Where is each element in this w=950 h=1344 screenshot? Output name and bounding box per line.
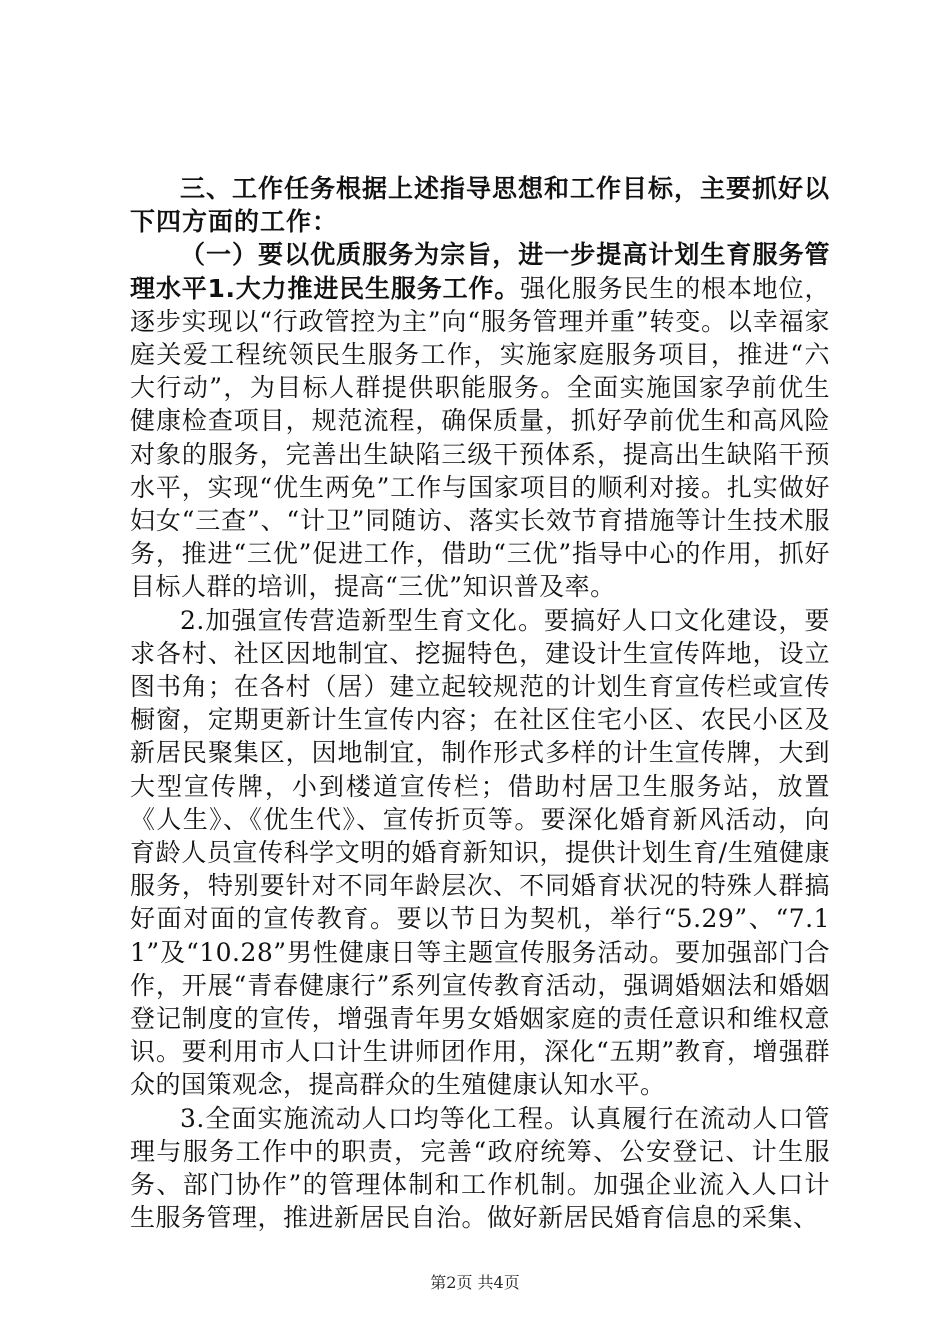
paragraph-section-1 (130, 238, 830, 603)
paragraph-2 (130, 604, 830, 1102)
page-footer (0, 1270, 950, 1293)
paragraph-2-text: 2.加强宣传营造新型生育文化。要搞好人口文化建设，要求各村、社区因地制宜、挖掘特色，建设计生宣传阵地，设立图书角；在各村（居）建立起较规范的计划生育宣传栏或宣传橱窗，定期更新计生宣传内容；在社区住宅小区、农民小区及新居民聚集区，因地制宜，制作形式多样的计生宣传牌，大到大型宣传牌，小到楼道宣传栏；借助村居卫生服务站，放置《人生》、《优生代》、宣传折页等。要深化婚育新风活动，向育龄人员宣传科学文明的婚育新知识，提供计划生育/生殖健康服务，特别要针对不同年龄层次、不同婚育状况的特殊人群搞好面对面的宣传教育。要以节日为契机，举行“5.29”、“7.11”及“10.28”男性健康日等主题宣传服务活动。要加强部门合作，开展“青春健康行”系列宣传教育活动，强调婚姻法和婚姻登记制度的宣传，增强青年男女婚姻家庭的责任意识和维权意识。要利用市人口计生讲师团作用，深化“五期”教育，增强群众的国策观念，提高群众的生殖健康认知水平。 (130, 605, 830, 1100)
section-1-bold-lead: （一）要以优质服务为宗旨，进一步提高计划生育服务管理水平1.大力推进民生服务工作。 (130, 240, 830, 303)
paragraph-3 (130, 1102, 830, 1235)
section-heading (130, 172, 830, 238)
paragraph-3-text: 3.全面实施流动人口均等化工程。认真履行在流动人口管理与服务工作中的职责，完善“政府统筹、公安登记、计生服务、部门协作”的管理体制和工作机制。加强企业流入人口计生服务管理，推进新居民自治。做好新居民婚育信息的采集、 (130, 1103, 830, 1233)
section-heading-text: 三、工作任务根据上述指导思想和工作目标，主要抓好以下四方面的工作： (130, 174, 831, 237)
page-number: 第2页 共4页 (430, 1273, 520, 1292)
section-1-text: 强化服务民生的根本地位，逐步实现以“行政管控为主”向“服务管理并重”转变。以幸福家庭关爱工程统领民生服务工作，实施家庭服务项目，推进“六大行动”，为目标人群提供职能服务。全面实施国家孕前优生健康检查项目，规范流程，确保质量，抓好孕前优生和高风险对象的服务，完善出生缺陷三级干预体系，提高出生缺陷干预水平，实现“优生两免”工作与国家项目的顺利对接。扎实做好妇女“三查”、“计卫”同随访、落实长效节育措施等计生技术服务，推进“三优”促进工作，借助“三优”指导中心的作用，抓好目标人群的培训，提高“三优”知识普及率。 (130, 273, 830, 602)
document-body (130, 172, 830, 1235)
